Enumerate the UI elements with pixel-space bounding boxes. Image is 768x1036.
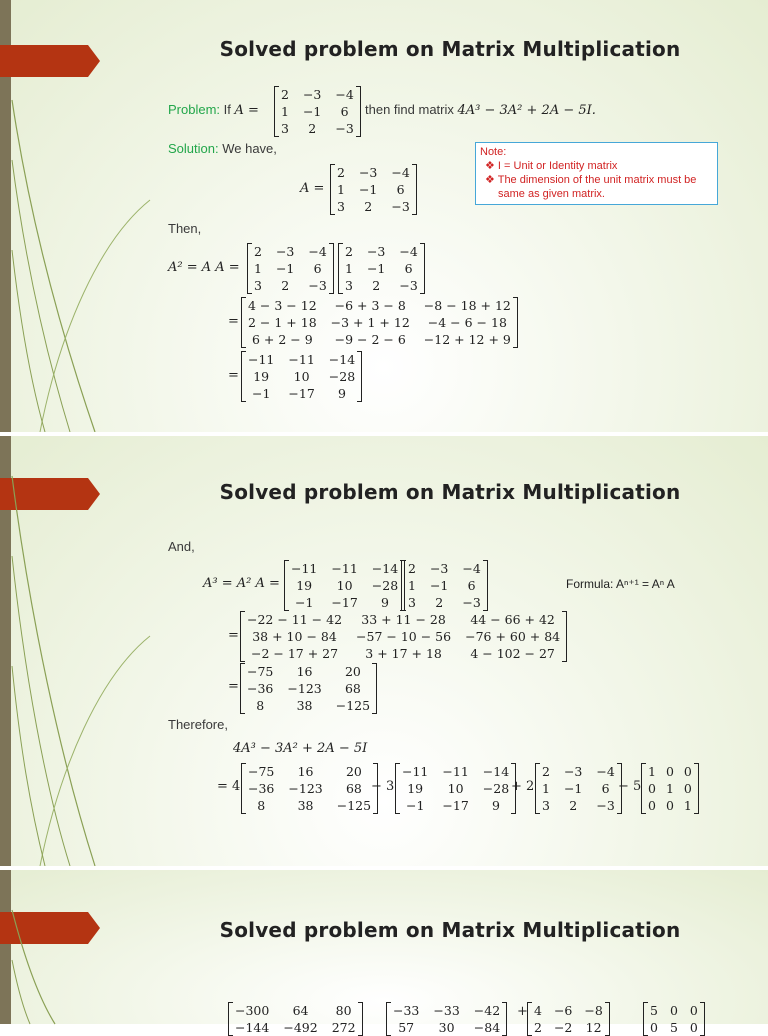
matrix-cell: 2 xyxy=(254,244,262,259)
plus-sign: + xyxy=(517,1004,528,1019)
equals-sign: = xyxy=(228,628,239,643)
problem-line: Problem: If A = xyxy=(168,102,259,118)
matrix-cell: 0 xyxy=(689,1003,698,1018)
matrix-cell: −1 xyxy=(275,261,295,276)
matrix-cell: −1 xyxy=(358,182,378,197)
matrix-a2 xyxy=(284,560,405,611)
matrix-cell: 1 xyxy=(648,764,656,779)
matrix-cell: 2 xyxy=(435,595,444,610)
matrix-cell: 3 xyxy=(542,798,550,813)
matrix-cell: 2 xyxy=(372,278,381,293)
matrix-cell: 3 xyxy=(345,278,353,293)
matrix-cell: 12 xyxy=(585,1020,602,1035)
matrix-cell: 3 xyxy=(337,199,345,214)
matrix-cell: 20 xyxy=(345,764,362,779)
matrix-cell: 0 xyxy=(650,1020,658,1035)
matrix-a-right xyxy=(338,243,425,294)
note-item: ❖ I = Unit or Identity matrix xyxy=(485,160,618,172)
matrix-cell: 0 xyxy=(665,798,674,813)
matrix-cell: −1 xyxy=(251,386,271,401)
matrix-cell: −17 xyxy=(288,386,315,401)
a2-lhs: A² = A A = xyxy=(168,260,240,275)
matrix-cell: 2 xyxy=(542,764,550,779)
then-label: Then, xyxy=(168,221,202,236)
matrix-cell: −42 xyxy=(473,1003,501,1018)
matrix-cell: −2 − 17 + 27 xyxy=(250,646,339,661)
matrix-cell: −3 xyxy=(308,278,327,293)
matrix-cell: −6 xyxy=(553,1003,573,1018)
matrix-a3-expanded xyxy=(240,611,567,662)
matrix-cell: −300 xyxy=(235,1003,270,1018)
matrix-cell: −492 xyxy=(283,1020,318,1035)
equals-sign: = xyxy=(228,314,239,329)
matrix-cell: 2 xyxy=(281,87,289,102)
coef-minus-3: − 3 xyxy=(371,779,395,794)
note-item: ❖ The dimension of the unit matrix must be same as given matrix. xyxy=(485,174,697,200)
matrix-cell: −4 xyxy=(462,561,481,576)
matrix-cell: −11 xyxy=(331,561,358,576)
matrix-cell: 0 xyxy=(683,781,692,796)
matrix-cell: −84 xyxy=(473,1020,501,1035)
matrix-cell: 19 xyxy=(296,578,313,593)
matrix-cell: −9 − 2 − 6 xyxy=(334,332,406,347)
matrix-a3-result xyxy=(240,663,377,714)
matrix-cell: −36 xyxy=(247,681,274,696)
title-tab-marker xyxy=(0,45,100,77)
matrix-cell: 2 xyxy=(534,1020,542,1035)
matrix-cell: 1 xyxy=(683,798,692,813)
matrix-cell: −14 xyxy=(371,561,399,576)
matrix-cell: 10 xyxy=(293,369,310,384)
matrix-cell: −3 xyxy=(275,244,295,259)
matrix-cell: −3 xyxy=(335,121,354,136)
matrix-cell: −17 xyxy=(442,798,469,813)
matrix-cell: −12 + 12 + 9 xyxy=(423,332,511,347)
slide-1 xyxy=(0,0,768,432)
matrix-cell: −11 xyxy=(248,352,275,367)
coef-minus-5: − 5 xyxy=(618,779,642,794)
matrix-cell: 10 xyxy=(336,578,353,593)
matrix-a-left xyxy=(247,243,334,294)
matrix-cell: −11 xyxy=(402,764,429,779)
matrix-cell: −1 xyxy=(563,781,583,796)
matrix-cell: −14 xyxy=(328,352,356,367)
matrix-cell: −17 xyxy=(331,595,358,610)
matrix-cell: −28 xyxy=(482,781,510,796)
matrix-cell: −36 xyxy=(248,781,275,796)
matrix-cell: 0 xyxy=(669,1003,678,1018)
matrix-cell: 38 xyxy=(296,698,313,713)
matrix-cell: 0 xyxy=(648,798,656,813)
matrix-cell: 68 xyxy=(345,781,362,796)
matrix-cell: −4 − 6 − 18 xyxy=(427,315,507,330)
matrix-cell: −1 xyxy=(302,104,322,119)
matrix-cell: −3 xyxy=(429,561,449,576)
problem-label: Problem: xyxy=(168,102,221,117)
matrix-cell: 1 xyxy=(665,781,674,796)
matrix-cell: −76 + 60 + 84 xyxy=(465,629,561,644)
expression: 4A³ − 3A² + 2A − 5I xyxy=(233,741,368,756)
matrix-cell: −125 xyxy=(335,698,371,713)
and-label: And, xyxy=(168,539,195,554)
matrix-cell: 2 xyxy=(569,798,578,813)
problem-expr: 4A³ − 3A² + 2A − 5I. xyxy=(457,103,596,118)
matrix-cell: 6 + 2 − 9 xyxy=(251,332,313,347)
matrix-cell: −33 xyxy=(433,1003,460,1018)
matrix-cell: 1 xyxy=(542,781,550,796)
matrix-cell: 38 xyxy=(297,798,314,813)
matrix-cell: 1 xyxy=(408,578,416,593)
matrix-cell: −3 xyxy=(358,165,378,180)
matrix-cell: 6 xyxy=(601,781,610,796)
matrix-cell: −3 xyxy=(563,764,583,779)
matrix-cell: −4 xyxy=(399,244,418,259)
slide-3 xyxy=(0,870,768,1035)
a-equals: A = xyxy=(300,181,325,196)
matrix-cell: −3 xyxy=(391,199,410,214)
matrix-cell: 9 xyxy=(381,595,389,610)
matrix-cell: −8 − 18 + 12 xyxy=(423,298,511,313)
matrix-cell: 4 − 3 − 12 xyxy=(248,298,317,313)
coef-4: = 4 xyxy=(217,779,241,794)
matrix-cell: 4 − 102 − 27 xyxy=(470,646,555,661)
matrix-cell: −22 − 11 − 42 xyxy=(247,612,343,627)
matrix-cell: −4 xyxy=(391,165,410,180)
matrix-cell: 5 xyxy=(669,1020,678,1035)
a3-lhs: A³ = A² A = xyxy=(203,576,280,591)
matrix-cell: −11 xyxy=(442,764,469,779)
matrix-cell: 80 xyxy=(335,1003,352,1018)
matrix-partial xyxy=(228,1002,363,1036)
coef-plus-2: + 2 xyxy=(511,779,535,794)
matrix-cell: −144 xyxy=(235,1020,270,1035)
matrix-cell: 3 + 17 + 18 xyxy=(365,646,442,661)
matrix-cell: 1 xyxy=(281,104,289,119)
problem-then: then find matrix xyxy=(365,102,454,117)
matrix-a xyxy=(274,86,361,137)
matrix-cell: 6 xyxy=(467,578,476,593)
matrix-cell: 19 xyxy=(407,781,424,796)
solution-text: We have, xyxy=(222,141,277,156)
matrix-cell: 0 xyxy=(648,781,656,796)
matrix-cell: 20 xyxy=(344,664,361,679)
matrix-cell: −28 xyxy=(328,369,356,384)
matrix-cell: −4 xyxy=(596,764,615,779)
matrix-cell: −1 xyxy=(429,578,449,593)
matrix-cell: 1 xyxy=(345,261,353,276)
slide-title: Solved problem on Matrix Multiplication xyxy=(219,37,681,61)
matrix-cell: −1 xyxy=(294,595,314,610)
matrix-cell: 272 xyxy=(331,1020,356,1035)
matrix-cell: 1 xyxy=(337,182,345,197)
matrix-cell: 2 xyxy=(337,165,345,180)
decorative-swirl xyxy=(0,870,180,1024)
matrix-partial xyxy=(643,1002,705,1036)
matrix-cell: −57 − 10 − 56 xyxy=(356,629,452,644)
matrix-cell: −1 xyxy=(366,261,386,276)
matrix-cell: 2 xyxy=(364,199,373,214)
matrix-cell: 3 xyxy=(254,278,262,293)
matrix-partial xyxy=(527,1002,610,1036)
matrix-cell: 2 xyxy=(281,278,290,293)
note-title: Note: xyxy=(480,146,507,158)
matrix-cell: −2 xyxy=(553,1020,573,1035)
matrix-cell: 16 xyxy=(296,664,313,679)
matrix-cell: −3 xyxy=(302,87,322,102)
matrix-cell: 44 − 66 + 42 xyxy=(470,612,555,627)
matrix-cell: 2 xyxy=(345,244,353,259)
therefore-label: Therefore, xyxy=(168,717,228,732)
matrix-cell: −3 xyxy=(399,278,418,293)
matrix-cell: 9 xyxy=(338,386,346,401)
matrix-cell: 6 xyxy=(313,261,322,276)
equals-sign: = xyxy=(228,368,239,383)
matrix-cell: −4 xyxy=(335,87,354,102)
matrix-cell: 2 xyxy=(308,121,317,136)
matrix-cell: 33 + 11 − 28 xyxy=(361,612,446,627)
solution-line xyxy=(168,141,277,156)
matrix-cell: 16 xyxy=(297,764,314,779)
matrix-a2-result xyxy=(241,351,362,402)
matrix-cell: 5 xyxy=(650,1003,658,1018)
matrix-cell: 57 xyxy=(398,1020,415,1035)
problem-then-line xyxy=(365,102,596,118)
matrix-cell: −123 xyxy=(287,681,322,696)
matrix-cell: −11 xyxy=(288,352,315,367)
matrix-cell: −125 xyxy=(336,798,372,813)
note-box xyxy=(475,142,718,205)
matrix-a2-expanded xyxy=(241,297,518,348)
matrix-cell: −1 xyxy=(405,798,425,813)
matrix-partial xyxy=(386,1002,507,1036)
matrix-cell: 3 xyxy=(281,121,289,136)
matrix-cell: 8 xyxy=(257,798,266,813)
matrix-cell: −8 xyxy=(584,1003,603,1018)
matrix-cell: −75 xyxy=(247,664,274,679)
title-tab-marker xyxy=(0,912,100,944)
matrix-cell: 68 xyxy=(344,681,361,696)
matrix-cell: 4 xyxy=(534,1003,542,1018)
matrix-cell: −3 xyxy=(366,244,386,259)
matrix-a3 xyxy=(241,763,378,814)
matrix-cell: −11 xyxy=(291,561,318,576)
matrix-cell: −3 + 1 + 12 xyxy=(330,315,410,330)
matrix-cell: −3 xyxy=(596,798,615,813)
title-tab-marker xyxy=(0,478,100,510)
solution-label: Solution: xyxy=(168,141,219,156)
matrix-cell: 10 xyxy=(447,781,464,796)
matrix-cell: 38 + 10 − 84 xyxy=(252,629,337,644)
matrix-cell: 19 xyxy=(253,369,270,384)
matrix-cell: 6 xyxy=(340,104,349,119)
left-bar xyxy=(0,870,11,1024)
matrix-a-solution xyxy=(330,164,417,215)
matrix-cell: −3 xyxy=(462,595,481,610)
matrix-identity xyxy=(641,763,699,814)
matrix-cell: 0 xyxy=(689,1020,698,1035)
matrix-cell: −6 + 3 − 8 xyxy=(334,298,406,313)
matrix-cell: 30 xyxy=(438,1020,455,1035)
matrix-cell: 6 xyxy=(396,182,405,197)
matrix-cell: 8 xyxy=(256,698,265,713)
matrix-cell: 3 xyxy=(408,595,416,610)
matrix-cell: 2 xyxy=(408,561,416,576)
matrix-cell: −28 xyxy=(371,578,399,593)
equals-sign: = xyxy=(228,679,239,694)
matrix-cell: −4 xyxy=(308,244,327,259)
matrix-cell: 0 xyxy=(665,764,674,779)
matrix-a xyxy=(401,560,488,611)
matrix-cell: 1 xyxy=(254,261,262,276)
matrix-cell: 64 xyxy=(292,1003,309,1018)
matrix-cell: 9 xyxy=(492,798,500,813)
slide-title: Solved problem on Matrix Multiplication xyxy=(219,918,681,942)
matrix-cell: −75 xyxy=(248,764,275,779)
matrix-cell: 0 xyxy=(683,764,692,779)
matrix-cell: −123 xyxy=(288,781,323,796)
slide-title: Solved problem on Matrix Multiplication xyxy=(219,480,681,504)
matrix-a xyxy=(535,763,622,814)
matrix-cell: 6 xyxy=(404,261,413,276)
matrix-cell: −14 xyxy=(482,764,510,779)
formula-note: Formula: Aⁿ⁺¹ = Aⁿ A xyxy=(566,577,675,591)
matrix-a2 xyxy=(395,763,516,814)
problem-if: If xyxy=(223,102,231,117)
matrix-cell: 2 − 1 + 18 xyxy=(248,315,317,330)
matrix-cell: −33 xyxy=(393,1003,420,1018)
slide-2 xyxy=(0,436,768,866)
